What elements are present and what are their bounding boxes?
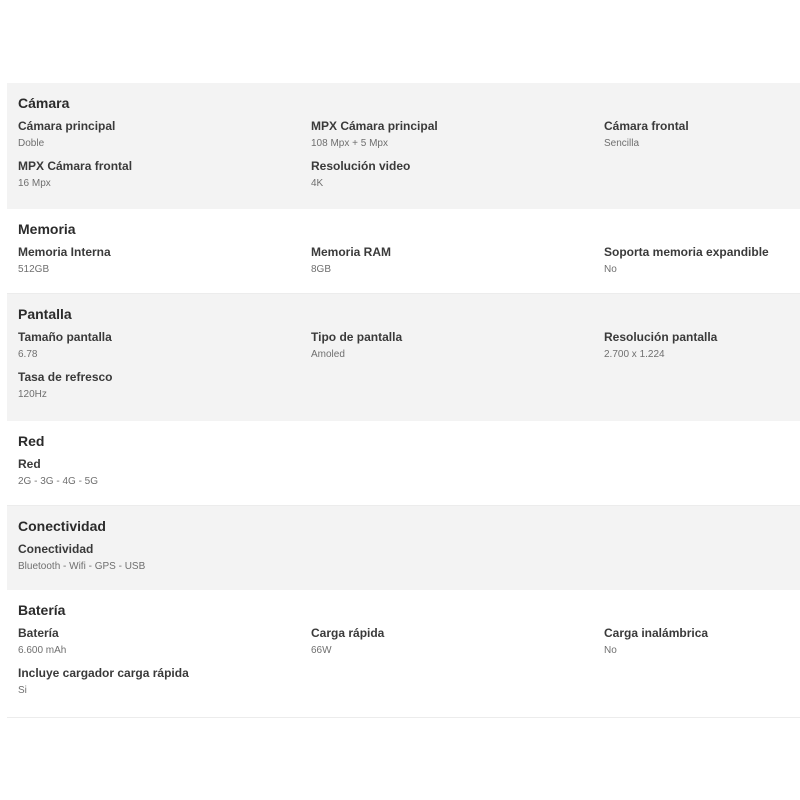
specs-table	[7, 83, 800, 718]
section-camara	[7, 83, 800, 209]
section-title: Memoria	[18, 221, 76, 237]
spec-label: Tamaño pantalla	[18, 330, 112, 344]
section-title: Batería	[18, 602, 66, 618]
spec-item	[311, 626, 604, 666]
spec-grid	[18, 119, 789, 199]
spec-label: Memoria RAM	[311, 245, 392, 259]
spec-value: Bluetooth - Wifi - GPS - USB	[18, 561, 146, 572]
spec-label: Incluye cargador carga rápida	[18, 666, 189, 680]
spec-item	[311, 119, 604, 159]
spec-item	[18, 370, 311, 410]
section-title: Red	[18, 433, 45, 449]
spec-label: Cámara principal	[18, 119, 116, 133]
spec-value: 4K	[311, 178, 324, 189]
spec-label: Cámara frontal	[604, 119, 689, 133]
spec-label: Resolución pantalla	[604, 330, 718, 344]
spec-value: Si	[18, 685, 27, 696]
section-title: Conectividad	[18, 518, 106, 534]
spec-item	[18, 119, 311, 159]
spec-item	[18, 159, 311, 199]
spec-item	[18, 542, 604, 582]
spec-value: Amoled	[311, 349, 345, 360]
spec-value: 512GB	[18, 264, 50, 275]
section-conectividad	[7, 506, 800, 590]
spec-label: Red	[18, 457, 41, 471]
spec-label: Memoria Interna	[18, 245, 111, 259]
spec-label: Batería	[18, 626, 59, 640]
spec-value: 16 Mpx	[18, 178, 51, 189]
section-pantalla	[7, 294, 800, 421]
spec-label: Tasa de refresco	[18, 370, 113, 384]
spec-value: 120Hz	[18, 389, 47, 400]
section-title: Pantalla	[18, 306, 72, 322]
section-red	[7, 421, 800, 506]
section-title: Cámara	[18, 95, 70, 111]
spec-item	[604, 626, 789, 666]
spec-item	[604, 330, 789, 370]
spec-value: Sencilla	[604, 138, 640, 149]
spec-item	[18, 666, 604, 706]
spec-item	[18, 245, 311, 285]
spec-item	[311, 245, 604, 285]
spec-value: 2.700 x 1.224	[604, 349, 665, 360]
spec-label: Carga rápida	[311, 626, 385, 640]
spec-label: MPX Cámara frontal	[18, 159, 133, 173]
spec-grid	[18, 542, 789, 582]
spec-label: Resolución video	[311, 159, 411, 173]
spec-grid	[18, 330, 789, 410]
spec-item	[18, 330, 311, 370]
spec-item	[18, 626, 311, 666]
spec-item	[604, 245, 789, 285]
spec-value: No	[604, 645, 617, 656]
spec-value: 2G - 3G - 4G - 5G	[18, 476, 99, 487]
section-memoria	[7, 209, 800, 294]
spec-item	[18, 457, 311, 497]
spec-item	[311, 159, 604, 199]
spec-label: Soporta memoria expandible	[604, 245, 769, 259]
spec-label: Carga inalámbrica	[604, 626, 709, 640]
spec-label: MPX Cámara principal	[311, 119, 438, 133]
spec-value: Doble	[18, 138, 45, 149]
spec-label: Conectividad	[18, 542, 94, 556]
spec-grid	[18, 626, 789, 706]
spec-value: 8GB	[311, 264, 332, 275]
spec-value: 6.600 mAh	[18, 645, 67, 656]
spec-value: 6.78	[18, 349, 38, 360]
spec-value: 66W	[311, 645, 332, 656]
spec-value: 108 Mpx + 5 Mpx	[311, 138, 388, 149]
spec-grid	[18, 245, 789, 285]
spec-item	[311, 330, 604, 370]
spec-item	[604, 119, 789, 159]
section-bateria	[7, 590, 800, 718]
spec-grid	[18, 457, 789, 497]
spec-value: No	[604, 264, 617, 275]
spec-label: Tipo de pantalla	[311, 330, 403, 344]
